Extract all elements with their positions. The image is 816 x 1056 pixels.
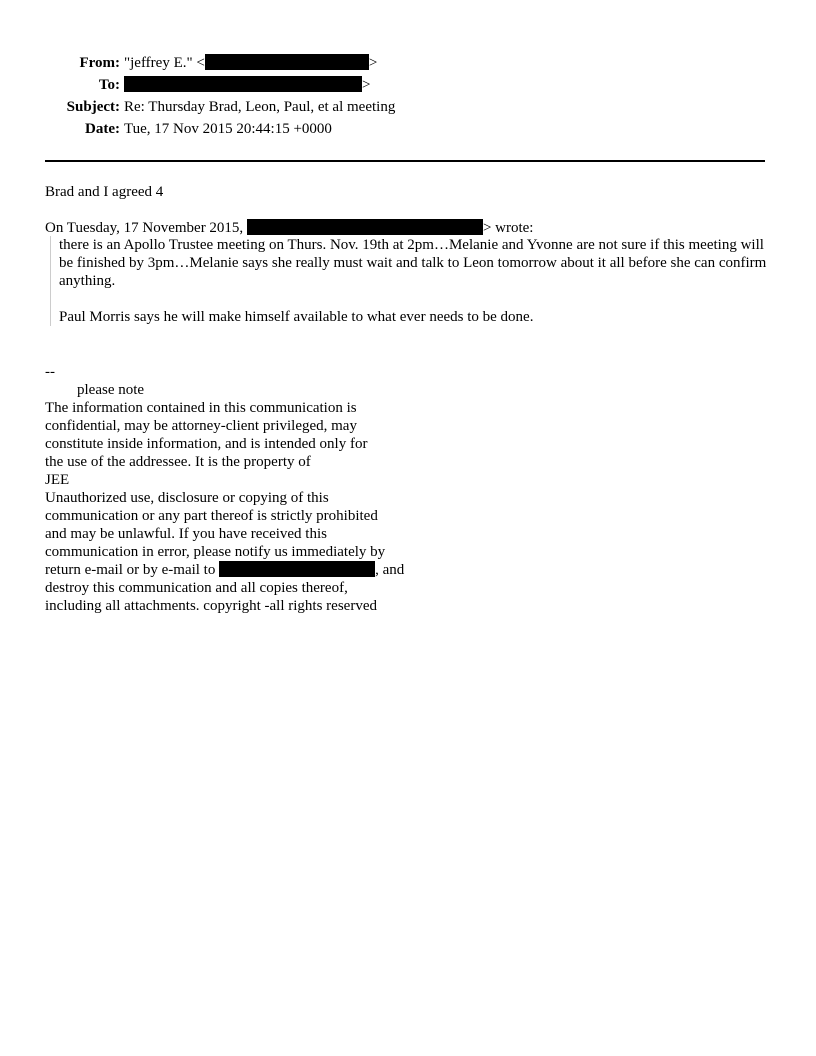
date-value: Tue, 17 Nov 2015 20:44:15 +0000	[124, 121, 332, 137]
from-name: "jeffrey E." <	[124, 55, 205, 71]
disclaimer-line: communication or any part thereof is strictly prohibited	[45, 508, 378, 524]
email-line-suffix: , and	[375, 562, 405, 578]
disclaimer-line: The information contained in this communication is	[45, 400, 357, 416]
disclaimer-line: the use of the addressee. It is the property of	[45, 454, 311, 470]
subject-label: Subject:	[66, 99, 120, 115]
from-row	[0, 54, 377, 72]
from-label: From:	[79, 55, 120, 71]
to-label: To:	[98, 77, 120, 93]
reply-text: Brad and I agreed 4	[45, 184, 164, 200]
attribution-suffix: > wrote:	[482, 220, 534, 236]
redacted-email	[219, 561, 375, 577]
redacted-sender	[247, 219, 483, 235]
disclaimer-line: and may be unlawful. If you have received this	[45, 526, 327, 542]
to-close: >	[362, 77, 371, 93]
header-divider	[45, 160, 765, 162]
to-row	[0, 76, 370, 94]
date-label: Date:	[85, 121, 120, 137]
email-line-prefix: return e-mail or by e-mail to	[45, 562, 216, 578]
from-close: >	[368, 55, 378, 71]
disclaimer-line: JEE	[45, 472, 70, 488]
quote-paragraph: there is an Apollo Trustee meeting on Thurs. Nov. 19th at 2pm…Melanie and Yvonne are not sure if this meeting will be finished by 3pm…Melanie says she really must wait and talk to Leon tomorrow about it all before she can confirm anything.	[59, 237, 767, 289]
date-row	[0, 120, 332, 138]
attribution-line	[45, 219, 533, 237]
disclaimer-line: communication in error, please notify us immediately by	[45, 544, 386, 560]
redacted-to-address	[124, 76, 362, 92]
attribution-prefix: On Tuesday, 17 November 2015,	[45, 220, 244, 236]
disclaimer-line: destroy this communication and all copies thereof,	[45, 580, 348, 596]
subject-value: Re: Thursday Brad, Leon, Paul, et al meeting	[124, 99, 396, 115]
quote-paragraph: Paul Morris says he will make himself available to what ever needs to be done.	[59, 309, 534, 325]
from-value	[120, 54, 377, 72]
disclaimer-line: confidential, may be attorney-client privileged, may	[45, 418, 357, 434]
disclaimer-line: constitute inside information, and is intended only for	[45, 436, 368, 452]
signature-dashes: --	[45, 364, 55, 380]
disclaimer-email-line	[45, 561, 425, 579]
disclaimer-line: including all attachments. copyright -all rights reserved	[45, 598, 377, 614]
subject-row	[0, 98, 395, 116]
signature-note: please note	[77, 382, 145, 398]
disclaimer-line: Unauthorized use, disclosure or copying of this	[45, 490, 329, 506]
signature-disclaimer	[45, 363, 425, 615]
quoted-message	[50, 236, 769, 326]
to-value	[120, 76, 370, 94]
redacted-from-address	[205, 54, 369, 70]
